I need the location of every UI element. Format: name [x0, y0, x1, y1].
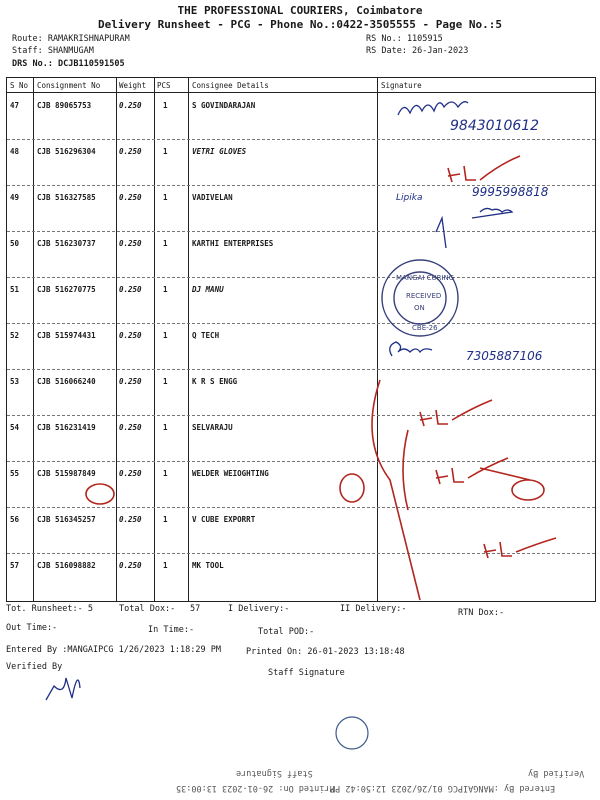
- handwritten-phone-3: 7305887106: [466, 349, 543, 363]
- row-pcs: 1: [163, 239, 168, 248]
- total-pod: Total POD:-: [258, 627, 315, 637]
- stamp-on: ON: [414, 304, 425, 312]
- row-sno: 57: [10, 561, 20, 570]
- row-pcs: 1: [163, 377, 168, 386]
- hl-mark-2: [420, 400, 492, 426]
- row-consignee: S GOVINDARAJAN: [192, 101, 256, 110]
- col-consignment: Consignment No: [37, 81, 101, 90]
- row-weight: 0.250: [119, 561, 142, 570]
- row-pcs: 1: [163, 423, 168, 432]
- row-consignment-no: CJB 516066240: [37, 377, 96, 386]
- out-time: Out Time:-: [6, 623, 58, 633]
- mirror-staff: Staff Signature: [236, 768, 313, 778]
- col-sno: S No: [10, 81, 29, 90]
- hl-mark-4: [484, 538, 556, 558]
- company-title: THE PROFESSIONAL COURIERS, Coimbatore: [177, 4, 423, 17]
- runsheet-subtitle: Delivery Runsheet - PCG - Phone No.:0422-3505555 - Page No.:5: [98, 18, 502, 31]
- signature-scribble-50: [436, 218, 446, 248]
- row-consignment-no: CJB 516327585: [37, 193, 96, 202]
- row-consignee: MK TOOL: [192, 561, 224, 570]
- mirror-verified: Verified By: [528, 768, 585, 778]
- drs-label: DRS No.: DCJB110591505: [12, 59, 125, 69]
- row-consignee: SELVARAJU: [192, 423, 233, 432]
- rs-no: RS No.: 1105915: [366, 34, 443, 44]
- row-pcs: 1: [163, 561, 168, 570]
- row-sno: 52: [10, 331, 20, 340]
- row-sno: 47: [10, 101, 20, 110]
- row-pcs: 1: [163, 193, 168, 202]
- total-dox-label: Total Dox:-: [119, 604, 176, 614]
- hl-mark-1: [448, 156, 520, 182]
- row-weight: 0.250: [119, 285, 142, 294]
- row-consignment-no: CJB 516345257: [37, 515, 96, 524]
- col-signature: Signature: [381, 81, 422, 90]
- row-consignee: VADIVELAN: [192, 193, 233, 202]
- red-stroke-line: [372, 380, 420, 600]
- row-pcs: 1: [163, 469, 168, 478]
- row-pcs: 1: [163, 101, 168, 110]
- i-delivery: I Delivery:-: [228, 604, 290, 614]
- hl-mark-3: [436, 458, 508, 484]
- row-consignee: V CUBE EXPORRT: [192, 515, 256, 524]
- row-pcs: 1: [163, 515, 168, 524]
- row-consignee: KARTHI ENTERPRISES: [192, 239, 274, 248]
- initials-scribble: [472, 208, 512, 218]
- row-sno: 55: [10, 469, 20, 478]
- row-sno: 49: [10, 193, 20, 202]
- printed-on: Printed On: 26-01-2023 13:18:48: [246, 647, 405, 657]
- col-weight: Weight: [119, 81, 147, 90]
- row-sno: 48: [10, 147, 20, 156]
- row-consignment-no: CJB 516270775: [37, 285, 96, 294]
- row-consignee: Q TECH: [192, 331, 220, 340]
- rtn-dox: RTN Dox:-: [458, 608, 505, 618]
- row-weight: 0.250: [119, 147, 142, 156]
- route-label: Route: RAMAKRISHNAPURAM: [12, 34, 130, 44]
- row-sno: 53: [10, 377, 20, 386]
- handwritten-phone-2: 9995998818: [472, 185, 549, 199]
- row-consignee: VETRI GLOVES: [192, 147, 247, 156]
- handwritten-name-1: Lipika: [396, 193, 423, 203]
- row-consignment-no: CJB 516296304: [37, 147, 96, 156]
- row-pcs: 1: [163, 331, 168, 340]
- verified-signature: [46, 678, 80, 700]
- row-weight: 0.250: [119, 377, 142, 386]
- col-consignee: Consignee Details: [192, 81, 269, 90]
- total-dox-value: 57: [190, 604, 201, 614]
- cs-mark-3: [512, 480, 544, 500]
- row-consignee: K R S ENGG: [192, 377, 238, 386]
- row-weight: 0.250: [119, 331, 142, 340]
- row-consignee: WELDER WEIOGHTING: [192, 469, 269, 478]
- row-pcs: 1: [163, 285, 168, 294]
- red-dash: [480, 468, 530, 480]
- row-pcs: 1: [163, 147, 168, 156]
- col-pcs: PCS: [157, 81, 171, 90]
- row-consignee: DJ MANU: [192, 285, 224, 294]
- row-consignment-no: CJB 89065753: [37, 101, 92, 110]
- entered-by: Entered By :MANGAIPCG 1/26/2023 1:18:29 PM: [6, 645, 221, 655]
- stamp-name: MANGAI CURING: [396, 274, 455, 282]
- staff-label: Staff: SHANMUGAM: [12, 46, 94, 56]
- row-consignment-no: CJB 516231419: [37, 423, 96, 432]
- row-weight: 0.250: [119, 239, 142, 248]
- staff-signature: Staff Signature: [268, 668, 345, 678]
- row-weight: 0.250: [119, 423, 142, 432]
- stamp-received: RECEIVED: [406, 292, 442, 300]
- in-time: In Time:-: [148, 625, 195, 635]
- verified-by: Verified By: [6, 662, 63, 672]
- row-consignment-no: CJB 515987849: [37, 469, 96, 478]
- row-consignment-no: CJB 516230737: [37, 239, 96, 248]
- row-sno: 54: [10, 423, 20, 432]
- signature-scribble-52: [390, 342, 432, 356]
- cs-mark-1: [86, 484, 114, 504]
- row-sno: 56: [10, 515, 20, 524]
- row-consignment-no: CJB 515974431: [37, 331, 96, 340]
- mirror-entered: Entered By :MANGAIPCG 01/26/2023 12:50:42 PM: [330, 783, 556, 793]
- row-weight: 0.250: [119, 515, 142, 524]
- handwritten-phone-1: 9843010612: [450, 118, 540, 134]
- row-consignment-no: CJB 516098882: [37, 561, 96, 570]
- row-sno: 50: [10, 239, 20, 248]
- red-stroke-2: [403, 430, 408, 510]
- ii-delivery: II Delivery:-: [340, 604, 407, 614]
- mirror-printed: Printed On: 26-01-2023 13:00:35: [176, 783, 335, 793]
- row-sno: 51: [10, 285, 20, 294]
- cs-mark-2: [340, 474, 364, 502]
- rs-date: RS Date: 26-Jan-2023: [366, 46, 469, 56]
- row-weight: 0.250: [119, 193, 142, 202]
- bottom-stamp: [336, 717, 368, 749]
- tot-runsheet: Tot. Runsheet:- 5: [6, 604, 93, 614]
- row-weight: 0.250: [119, 101, 142, 110]
- signature-scribble-47: [398, 102, 468, 115]
- row-weight: 0.250: [119, 469, 142, 478]
- stamp-city: CBE-26: [412, 324, 438, 332]
